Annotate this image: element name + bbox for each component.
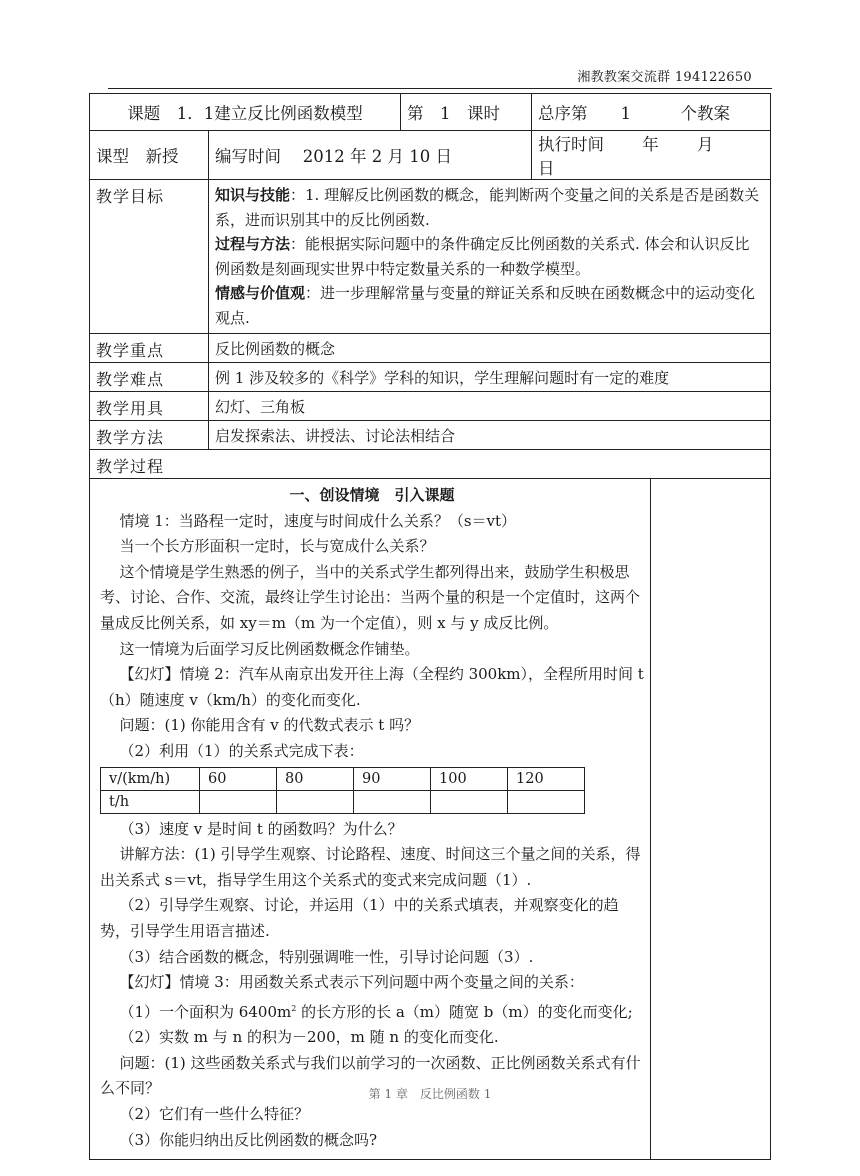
objective-emotion-text: ：进一步理解常量与变量的辩证关系和反映在函数概念中的运动变化观点. — [215, 284, 756, 327]
course-type-cell: 课型 新授 — [90, 131, 209, 180]
lesson-plan-table — [89, 93, 771, 1160]
process-content — [90, 479, 651, 1160]
objectives-label: 教学目标 — [90, 180, 209, 334]
method-text: 启发探索法、讲授法、讨论法相结合 — [209, 421, 771, 450]
paragraph: （3）结合函数的概念，特别强调唯一性，引导讨论问题（3）. — [119, 947, 534, 966]
page-header-group: 湘教教案交流群 194122650 — [577, 70, 752, 85]
exec-date-cell: 执行时间 年 月 日 — [532, 131, 771, 180]
paragraph: （2）利用（1）的关系式完成下表： — [119, 741, 364, 760]
paragraph-area — [100, 996, 644, 1026]
paragraph: 问题：(1) 你能用含有 v 的代数式表示 t 吗？ — [119, 716, 420, 735]
paragraph: （2）它们有一些什么特征？ — [119, 1105, 310, 1124]
paragraph: 讲解方法：(1) 引导学生观察、讨论路程、速度、时间这三个量之间的关系，得出关系式 s＝vt，指导学生用这个关系式的变式来完成问题（1）. — [100, 845, 641, 889]
process-label: 教学过程 — [90, 450, 771, 479]
section-title: 一、创设情境 引入课题 — [289, 486, 455, 504]
key-point-label: 教学重点 — [90, 334, 209, 363]
paragraph: （2）引导学生观察、讨论，并运用（1）中的关系式填表，并观察变化的趋势，引导学生用语言描述. — [100, 896, 619, 940]
difficulty-text: 例 1 涉及较多的《科学》学科的知识，学生理解问题时有一定的难度 — [209, 363, 771, 392]
objectives-content — [209, 180, 771, 334]
objective-emotion — [215, 281, 764, 330]
difficulty-label: 教学难点 — [90, 363, 209, 392]
area-text-b: 的长方形的长 a（m）随宽 b（m）的变化而变化; — [296, 1002, 633, 1021]
speed-value: 90 — [354, 767, 431, 790]
paragraph: （3）速度 v 是时间 t 的函数吗？为什么？ — [119, 819, 403, 838]
objective-process-title: 过程与方法 — [215, 235, 291, 253]
process-content-row — [90, 479, 771, 1160]
objectives-row — [90, 180, 771, 334]
written-date-cell: 编写时间 2012 年 2 月 10 日 — [209, 131, 532, 180]
lesson-title: 课题 1．1建立反比例函数模型 — [90, 94, 401, 131]
area-exponent: 2 — [291, 1003, 297, 1013]
process-label-row — [90, 450, 771, 479]
info-row — [90, 131, 771, 180]
speed-row — [101, 767, 585, 790]
objective-knowledge — [215, 183, 764, 232]
tools-text: 幻灯、三角板 — [209, 392, 771, 421]
objective-knowledge-title: 知识与技能 — [215, 186, 291, 204]
difficulty-row — [90, 363, 771, 392]
speed-time-table — [100, 767, 585, 814]
paragraph: 情境 1：当路程一定时，速度与时间成什么关系？（s＝vt） — [119, 511, 517, 530]
objective-emotion-title: 情感与价值观 — [215, 284, 306, 302]
time-cell — [277, 790, 354, 813]
paragraph: （3）你能归纳出反比例函数的概念吗? — [119, 1130, 378, 1149]
objective-knowledge-text: ：1. 理解反比例函数的概念，能判断两个变量之间的关系是否是函数关系，进而识别其中的反比例函数. — [215, 186, 760, 229]
notes-column — [651, 479, 771, 1160]
method-label: 教学方法 — [90, 421, 209, 450]
key-point-text: 反比例函数的概念 — [209, 334, 771, 363]
time-row — [101, 790, 585, 813]
speed-value: 60 — [200, 767, 277, 790]
paragraph: 【幻灯】情境 3：用函数关系式表示下列问题中两个变量之间的关系： — [119, 973, 584, 992]
objective-process — [215, 232, 764, 281]
speed-value: 100 — [431, 767, 508, 790]
time-cell — [354, 790, 431, 813]
method-row — [90, 421, 771, 450]
paragraph: 这一情境为后面学习反比例函数概念作铺垫。 — [119, 639, 420, 658]
paragraph: 这个情境是学生熟悉的例子，当中的关系式学生都列得出来，鼓励学生积极思考、讨论、合作、交流，最终让学生讨论出：当两个量的积是一个定值时，这两个量成反比例关系，如 xy＝m（m 为一个定值），则 x 与 y 成反比例。 — [100, 562, 641, 632]
time-cell — [431, 790, 508, 813]
speed-value: 120 — [508, 767, 585, 790]
title-row — [90, 94, 771, 131]
time-cell — [508, 790, 585, 813]
paragraph: 当一个长方形面积一定时，长与宽成什么关系？ — [119, 537, 435, 556]
total-sequence-cell: 总序第 1 个教案 — [532, 94, 771, 131]
paragraph: 【幻灯】情境 2：汽车从南京出发开往上海（全程约 300km），全程所用时间 t（h）随速度 v（km/h）的变化而变化. — [100, 665, 644, 709]
key-point-row — [90, 334, 771, 363]
time-cell — [200, 790, 277, 813]
speed-header: v/(km/h) — [101, 767, 200, 790]
area-text-a: （1）一个面积为 6400m — [119, 1002, 292, 1021]
page-footer: 第 1 章 反比例函数 1 — [368, 1087, 492, 1101]
paragraph: （2）实数 m 与 n 的积为－200，m 随 n 的变化而变化. — [119, 1028, 499, 1047]
objective-process-text: ：能根据实际问题中的条件确定反比例函数的关系式. 体会和认识反比例函数是刻画现实世界中特定数量关系的一种数学模型。 — [215, 235, 750, 278]
tools-row — [90, 392, 771, 421]
paragraph: 问题：(1) 这些函数关系式与我们以前学习的一次函数、正比例函数关系式有什么不同？ — [100, 1053, 641, 1098]
header-rule — [108, 88, 772, 89]
period-cell: 第 1 课时 — [401, 94, 532, 131]
speed-value: 80 — [277, 767, 354, 790]
tools-label: 教学用具 — [90, 392, 209, 421]
time-header: t/h — [101, 790, 200, 813]
